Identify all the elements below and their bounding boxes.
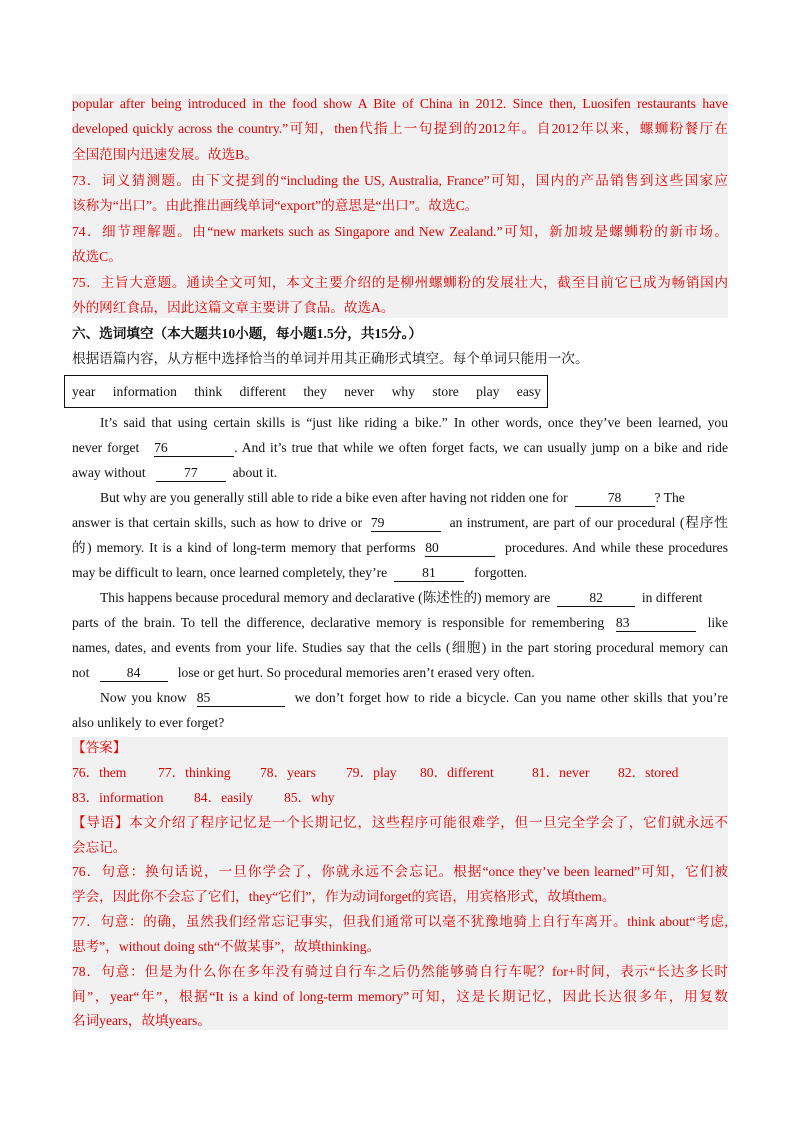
passage-line: 的) memory. It is a kind of long-term memory that performs 80 procedures. And while these procedures xyxy=(72,540,728,555)
passage-line: This happens because procedural memory and declarative (陈述性的) memory are 82 in different xyxy=(100,590,703,605)
passage-line: parts of the brain. To tell the difference, declarative memory is responsible for remembering 83 like xyxy=(72,615,729,630)
passage-line: Now you know 85 we don’t forget how to ride a bicycle. Can you name other skills that you’re xyxy=(100,690,728,705)
word-option: information xyxy=(112,383,177,399)
explanation-line: 全国范围内迅速发展。故选B。 xyxy=(72,147,258,162)
explanation-line: 外的网红食品，因此这篇文章主要讲了食品。故选A。 xyxy=(72,300,395,315)
explanation-line: 故选C。 xyxy=(72,249,122,264)
answer-row xyxy=(72,764,678,782)
answer-label: 【答案】 xyxy=(72,740,127,755)
passage-line: away without 77 about it. xyxy=(72,465,278,480)
blank-76[interactable]: 76 xyxy=(154,440,234,457)
guide-line: 【导语】本文介绍了程序记忆是一个长期记忆，这些程序可能很难学，但一旦完全学会了，它们就永远不 xyxy=(72,815,728,830)
explanation-line: 该称为“出口”。由此推出画线单词“export”的意思是“出口”。故选C。 xyxy=(72,198,479,213)
answer-item: 81．never xyxy=(532,765,590,780)
guide-line: 76．句意：换句话说，一旦你学会了，你就永远不会忘记。根据“once they’ve been learned”可知，它们被 xyxy=(72,864,728,879)
guide-line: 间”，year“年”，根据“It is a kind of long-term memory”可知，这是长期记忆，因此长达很多年，用复数 xyxy=(72,989,728,1004)
word-box xyxy=(64,375,548,408)
word-option: think xyxy=(194,383,223,399)
blank-77[interactable]: 77 xyxy=(156,465,226,482)
blank-83[interactable]: 83 xyxy=(616,615,696,632)
guide-line: 77．句意：的确，虽然我们经常忘记事实，但我们通常可以毫不犹豫地骑上自行车离开。think about“考虑, xyxy=(72,914,728,929)
explanation-line: 73．词义猜测题。由下文提到的“including the US, Australia, France”可知，国内的产品销售到这些国家应 xyxy=(72,173,728,188)
blank-79[interactable]: 79 xyxy=(371,515,441,532)
answer-item: 78．years xyxy=(260,765,316,780)
answer-item: 79．play xyxy=(346,765,397,780)
passage-line: It’s said that using certain skills is “just like riding a bike.” In other words, once they’ve been learned, you xyxy=(100,415,728,430)
explanation-line: 75．主旨大意题。通读全文可知，本文主要介绍的是柳州螺蛳粉的发展壮大，截至目前它已成为畅销国内 xyxy=(72,275,728,290)
explanation-line: developed quickly across the country.”可知，then代指上一句提到的2012年。自2012年以来，螺蛳粉餐厅在 xyxy=(72,121,728,136)
word-option: never xyxy=(344,383,375,399)
blank-82[interactable]: 82 xyxy=(557,590,635,607)
word-option: why xyxy=(391,383,416,399)
answer-row xyxy=(72,789,335,807)
answer-item: 82．stored xyxy=(618,765,679,780)
guide-line: 会忘记。 xyxy=(72,840,127,855)
blank-78[interactable]: 78 xyxy=(575,490,655,507)
guide-line: 78．句意：但是为什么你在多年没有骑过自行车之后仍然能够骑自行车呢？for+时间，表示“长达多长时 xyxy=(72,964,728,979)
guide-line: 学会，因此你不会忘了它们，they“它们”，作为动词forget的宾语，用宾格形式，故填them。 xyxy=(72,889,616,904)
passage-line: also unlikely to ever forget? xyxy=(72,715,225,730)
passage-line: But why are you generally still able to ride a bike even after having not ridden one for 78 ? The xyxy=(100,490,685,505)
passage-line: never forget 76 . And it’s true that while we often forget facts, we can usually jump on a bike and ride xyxy=(72,440,728,455)
explanation-line: 74．细节理解题。由“new markets such as Singapore and New Zealand.”可知，新加坡是螺蛳粉的新市场。 xyxy=(72,224,728,239)
section-instruction: 根据语篇内容，从方框中选择恰当的单词并用其正确形式填空。每个单词只能用一次。 xyxy=(72,351,589,366)
word-option: store xyxy=(432,383,459,399)
blank-84[interactable]: 84 xyxy=(100,665,168,682)
section-title: 六、选词填空（本大题共10小题，每小题1.5分，共15分。） xyxy=(72,326,423,341)
blank-85[interactable]: 85 xyxy=(197,690,285,707)
word-option: they xyxy=(303,383,327,399)
explanation-line: popular after being introduced in the food show A Bite of China in 2012. Since then, Luosifen restaurants have xyxy=(72,96,728,111)
passage-line: not 84 lose or get hurt. So procedural memories aren’t erased very often. xyxy=(72,665,535,680)
passage-line: may be difficult to learn, once learned completely, they’re 81 forgotten. xyxy=(72,565,528,580)
guide-line: 名词years，故填years。 xyxy=(72,1013,211,1028)
passage-line: answer is that certain skills, such as how to drive or 79 an instrument, are part of our procedural (程序性 xyxy=(72,515,729,530)
guide-line: 思考”，without doing sth“不做某事”，故填thinking。 xyxy=(72,939,381,954)
word-option: play xyxy=(476,383,500,399)
blank-81[interactable]: 81 xyxy=(394,565,464,582)
answer-item: 80．different xyxy=(420,765,494,780)
answer-item: 83．information xyxy=(72,790,164,805)
blank-80[interactable]: 80 xyxy=(425,540,495,557)
answer-item: 84．easily xyxy=(194,790,253,805)
passage-line: names, dates, and events from your life. Studies say that the cells (细胞) in the part storing procedural memory can xyxy=(72,640,728,655)
answer-item: 85．why xyxy=(284,790,335,805)
word-option: year xyxy=(72,383,96,399)
word-option: easy xyxy=(516,383,541,399)
answer-item: 77．thinking xyxy=(158,765,231,780)
word-option: different xyxy=(239,383,287,399)
answer-item: 76．them xyxy=(72,765,127,780)
